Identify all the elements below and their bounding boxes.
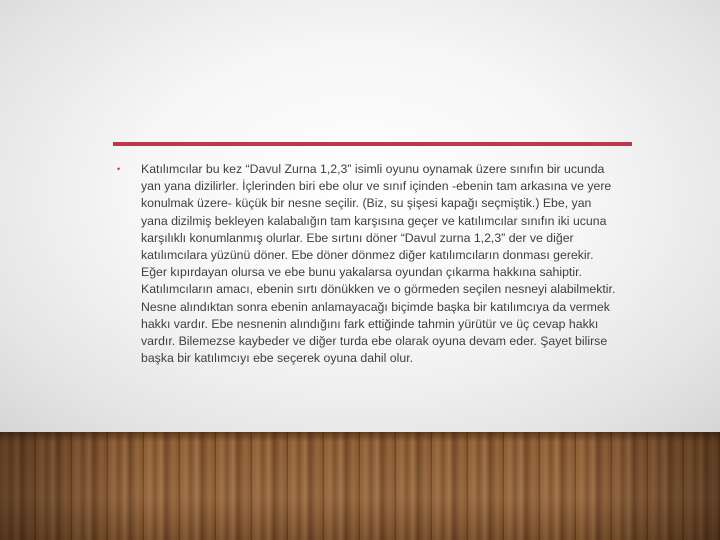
title-accent-line xyxy=(113,142,632,146)
body-paragraph: Katılımcılar bu kez “Davul Zurna 1,2,3” isimli oyunu oynamak üzere sınıfın bir ucunda yan yana dizilirler. İçlerinden biri ebe olur ve sınıf içinden -ebenin tam arkasına ve yere konulmak üzere- küçük bir nesne seçilir. (Biz, su şişesi kapağı seçmiştik.) Ebe, yan yana dizilmiş bekleyen kalabalığın tam karşısına geçer ve katılımcılar sınıfın iki ucuna karşılıklı konumlanmış olurlar. Ebe sırtını döner “Davul zurna 1,2,3” der ve diğer katılımcılara yüzünü döner. Ebe döner dönmez diğer katılımcıların donması gerekir. Eğer kıpırdayan olursa ve ebe bunu yakalarsa oyundan çıkarma hakkına sahiptir. Katılımcıların amacı, ebenin sırtı dönükken ve o görmeden seçilen nesneyi alabilmektir. Nesne alındıktan sonra ebenin anlamayacağı biçimde başka bir katılımcıya da vermek hakkı vardır. Ebe nesnenin alındığını fark ettiğinde tahmin yürütür ve üç cevap hakkı vardır. Bilemezse kaybeder ve diğer turda ebe olarak oyuna devam eder. Şayet bilirse başka bir katılımcıyı ebe seçerek oyuna dahil olur. xyxy=(141,162,616,366)
bullet-icon: • xyxy=(117,164,121,174)
slide-content xyxy=(117,161,617,367)
wooden-floor-image xyxy=(0,432,720,540)
